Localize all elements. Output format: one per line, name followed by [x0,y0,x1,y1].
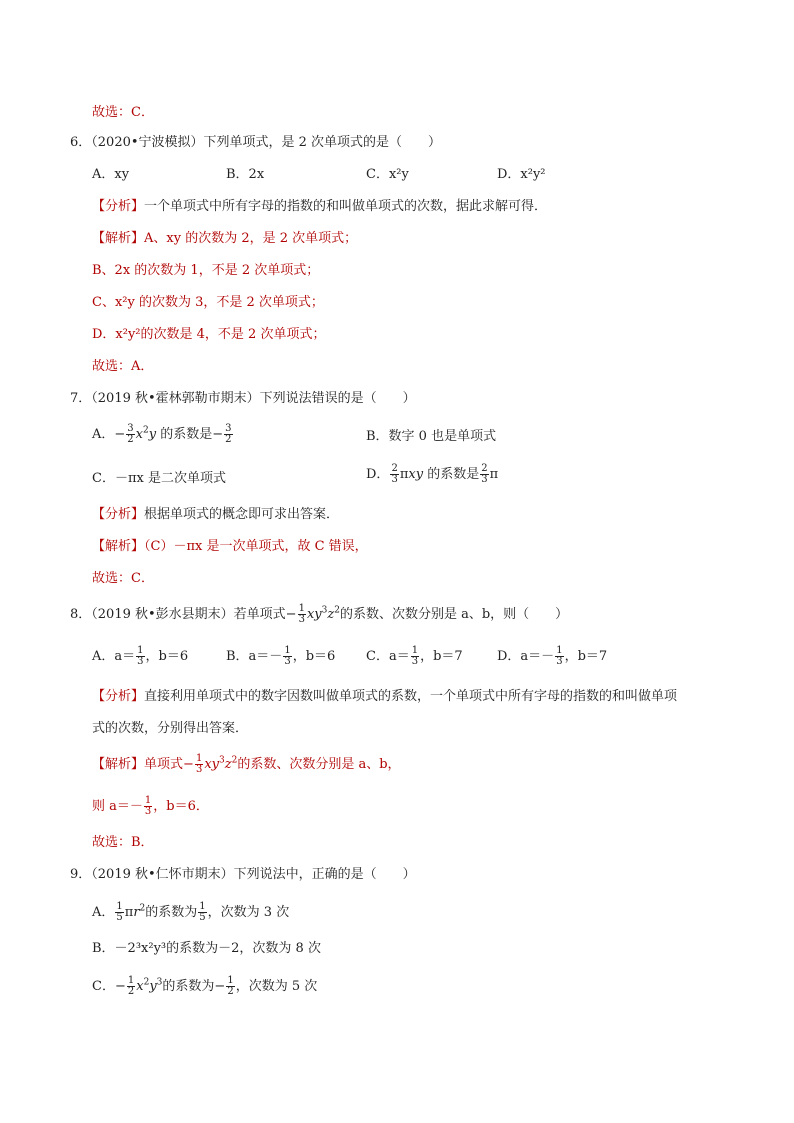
q7-analysis: 【分析】根据单项式的概念即可求出答案． [92,507,340,522]
solution-text: A、xy 的次数为 2，是 2 次单项式； [144,231,358,246]
q8-answer: 故选：B． [92,835,154,850]
q8-option-d: D．a＝－ $\frac{1}{3}$ ，b＝7 [497,645,608,667]
question-8-stem: 8．（2019 秋•彭水县期末）若单项式− $\frac{1}{3}$ $xy^3z^2$的系数、次数分别是 a、b，则（ ） [70,603,569,625]
q6-option-c: C．x²y [366,167,409,182]
q6-option-d: D．x²y² [497,167,546,182]
q7-answer: 故选：C． [92,571,154,586]
q7-solution: 【解析】（C）－πx 是一次单项式，故 C 错误， [92,539,368,554]
analysis-tag: 【分析】 [92,199,145,214]
q7-option-d: D． $\frac{2}{3}$ πxy 的系数是 $\frac{2}{3}$ π [366,463,499,485]
q7-option-a: A．− $\frac{3}{2}$ $x^2y$ 的系数是− $\frac{3}{2}$ [92,423,232,445]
q9-option-b: B．－2³x²y³的系数为－2，次数为 8 次 [92,941,321,956]
q6-answer: 故选：A． [92,359,154,374]
fraction: $\frac{2}{3}$ [391,463,398,485]
q8-solution-1: 【解析】单项式− $\frac{1}{3}$ $xy^3z^2$的系数、次数分别是 a、b， [92,753,401,775]
q6-solution-1 [92,230,357,248]
q6-solution-2: B、2x 的次数为 1，不是 2 次单项式； [92,263,320,278]
q9-option-c: C．− $\frac{1}{2}$ $x^2y^3$的系数为− $\frac{1}{2}$ ，次数为 5 次 [92,975,318,997]
solution-tag: 【解析】 [92,231,145,246]
analysis-text: 一个单项式中所有字母的指数的和叫做单项式的次数，据此求解可得． [144,199,548,214]
q6-option-b: B．2x [226,167,265,182]
q7-option-c: C．－πx 是二次单项式 [92,471,226,486]
question-6-stem: 6．（2020•宁波模拟）下列单项式，是 2 次单项式的是（ ） [70,135,442,150]
answer-text: 故选：C． [92,105,154,120]
q8-option-c: C．a＝ $\frac{1}{3}$ ，b＝7 [366,645,463,667]
q6-analysis [92,198,547,216]
fraction: $\frac{3}{2}$ [225,423,232,445]
fraction: $\frac{1}{3}$ [298,603,305,625]
q9-option-a: A． $\frac{1}{5}$ $\pi r^2$的系数为 $\frac{1}{5}$ ，次数为 3 次 [92,901,290,923]
q6-solution-4: D．x²y²的次数是 4，不是 2 次单项式； [92,327,326,342]
q7-option-b: B．数字 0 也是单项式 [366,429,497,444]
question-9-stem: 9．（2019 秋•仁怀市期末）下列说法中，正确的是（ ） [70,867,416,882]
q8-option-b: B．a＝－ $\frac{1}{3}$ ，b＝6 [226,645,336,667]
q8-option-a: A．a＝ $\frac{1}{3}$ ，b＝6 [92,645,189,667]
answer-line [92,104,154,122]
fraction: $\frac{3}{2}$ [127,423,134,445]
q6-option-a: A．xy [92,167,130,182]
q8-solution-2: 则 a＝－ $\frac{1}{3}$ ，b＝6． [92,795,209,817]
q6-solution-3: C、x²y 的次数为 3，不是 2 次单项式； [92,295,324,310]
q8-analysis-1: 【分析】直接利用单项式中的数字因数叫做单项式的系数，一个单项式中所有字母的指数的和叫做单项 [92,689,678,704]
question-7-stem: 7．（2019 秋•霍林郭勒市期末）下列说法错误的是（ ） [70,391,416,406]
fraction: $\frac{2}{3}$ [481,463,488,485]
q8-analysis-2: 式的次数，分别得出答案． [92,721,249,736]
